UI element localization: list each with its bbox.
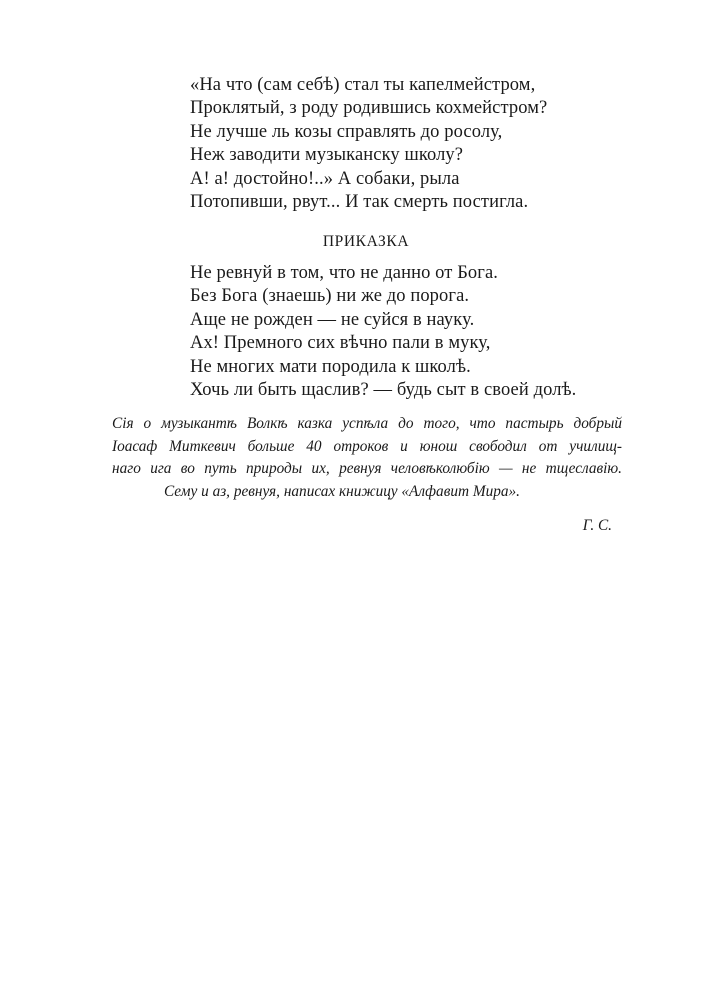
verse-line: Потопивши, рвут... И так смерть постигла.	[190, 192, 529, 213]
verse-line: Хочь ли быть щаслив? — будь сыт в своей долѣ.	[190, 380, 577, 401]
verse-line: Проклятый, з роду родившись кохмейстром?	[190, 98, 548, 119]
note-line: Сему и аз, ревнуя, написах книжицу «Алфавит Мира».	[164, 482, 521, 500]
stanza-1	[190, 74, 660, 214]
author-signature: Г. С.	[582, 517, 612, 534]
stanza-2	[190, 262, 660, 402]
verse-line: Неж заводити музыканску школу?	[190, 145, 464, 166]
note-line: Сія о музыкантѣ Волкѣ казка успѣла до того, что пастырь добрый	[112, 415, 622, 432]
note-line: наго ига во путь природы их, ревнуя человѣколюбію — не тщеславію.	[112, 460, 622, 478]
note-line: Іоасаф Миткевич больше 40 отроков и юнош свободил от училищ-	[112, 437, 622, 455]
section-heading: ПРИКАЗКА	[322, 233, 410, 250]
verse-line: Не ревнуй в том, что не данно от Бога.	[190, 263, 498, 283]
verse-line: Аще не рожден — не суйся в науку.	[190, 309, 475, 330]
verse-line: Ах! Премного сих вѣчно пали в муку,	[190, 333, 491, 354]
verse-line: Не лучше ль козы справлять до росолу,	[190, 121, 503, 142]
verse-line: Не многих мати породила к школѣ.	[190, 356, 471, 377]
verse-line: «На что (сам себѣ) стал ты капелмейстром,	[190, 75, 536, 95]
italic-note	[112, 413, 622, 503]
verse-line: А! а! достойно!..» А собаки, рыла	[190, 168, 460, 189]
verse-line: Без Бога (знаешь) ни же до порога.	[190, 286, 470, 307]
